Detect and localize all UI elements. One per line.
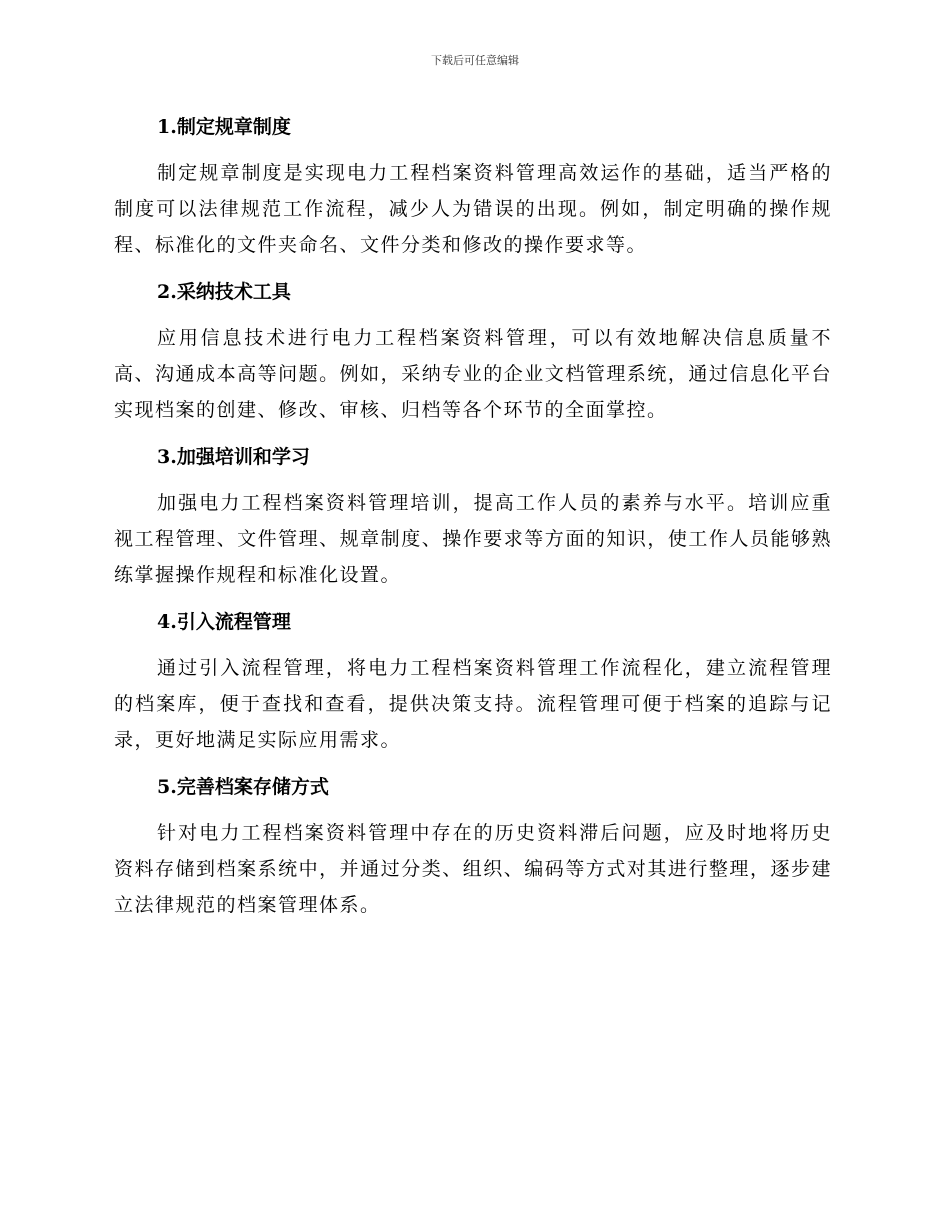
- section-2: [114, 276, 832, 428]
- section-3: [114, 441, 832, 593]
- section-heading: 1.制定规章制度: [157, 116, 291, 138]
- section-5: [114, 771, 832, 923]
- document-body: [114, 111, 832, 923]
- section-paragraph: 制定规章制度是实现电力工程档案资料管理高效运作的基础，适当严格的制度可以法律规范工作流程，减少人为错误的出现。例如，制定明确的操作规程、标准化的文件夹命名、文件分类和修改的操作要求等。: [114, 162, 832, 256]
- section-paragraph: 通过引入流程管理，将电力工程档案资料管理工作流程化，建立流程管理的档案库，便于查找和查看，提供决策支持。流程管理可便于档案的追踪与记录，更好地满足实际应用需求。: [114, 657, 832, 751]
- section-heading: 3.加强培训和学习: [157, 446, 310, 468]
- section-heading: 4.引入流程管理: [157, 611, 291, 633]
- section-heading: 2.采纳技术工具: [157, 281, 291, 303]
- section-paragraph: 针对电力工程档案资料管理中存在的历史资料滞后问题，应及时地将历史资料存储到档案系统中，并通过分类、组织、编码等方式对其进行整理，逐步建立法律规范的档案管理体系。: [114, 822, 832, 916]
- page-header-note: 下载后可任意编辑: [431, 54, 519, 67]
- section-paragraph: 应用信息技术进行电力工程档案资料管理，可以有效地解决信息质量不高、沟通成本高等问题。例如，采纳专业的企业文档管理系统，通过信息化平台实现档案的创建、修改、审核、归档等各个环节的全面掌控。: [114, 327, 832, 421]
- section-heading: 5.完善档案存储方式: [157, 776, 329, 798]
- section-1: [114, 111, 832, 263]
- section-4: [114, 606, 832, 758]
- section-paragraph: 加强电力工程档案资料管理培训，提高工作人员的素养与水平。培训应重视工程管理、文件管理、规章制度、操作要求等方面的知识，使工作人员能够熟练掌握操作规程和标准化设置。: [114, 492, 832, 586]
